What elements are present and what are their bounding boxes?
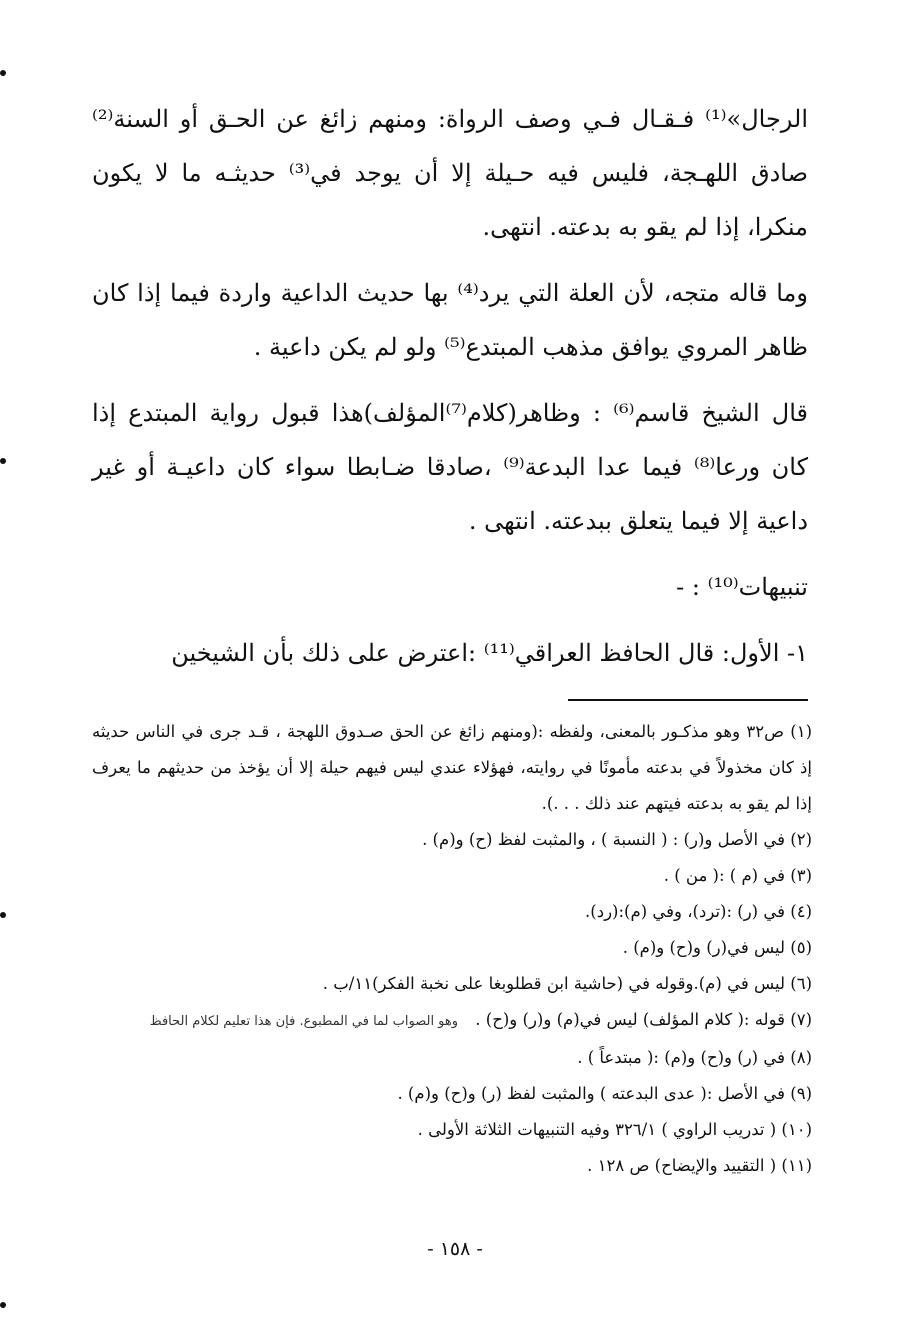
margin-mark [0, 458, 6, 464]
footnote-4: (٤) في (ر) :(ترد)، وفي (م):(رد). [585, 902, 812, 921]
footnote-9: (٩) في الأصل :( عدى البدعته ) والمثبت لفظ (ر) و(ح) و(م) . [397, 1084, 812, 1103]
paragraph-2: وما قاله متجه، لأن العلة التي يرد⁽⁴⁾ بها حديث الداعية واردة فيما إذا كان ظاهر المروي يوافق مذهب المبتدع⁽⁵⁾ ولو لم يكن داعية . [92, 279, 808, 361]
margin-mark [0, 1302, 6, 1308]
footnote-8: (٨) في (ر) و(ح) و(م) :( مبتدعاً ) . [577, 1048, 812, 1067]
footnote-3: (٣) في (م ) :( من ) . [663, 866, 812, 885]
first-item: ١- الأول: قال الحافظ العراقي⁽¹¹⁾ :اعترض على ذلك بأن الشيخين [171, 639, 808, 667]
section-heading: تنبيهات⁽¹⁰⁾ : - [676, 573, 808, 601]
footnote-2: (٢) في الأصل و(ر) : ( النسبة ) ، والمثبت لفظ (ح) و(م) . [422, 830, 812, 849]
page-number: - ١٥٨ - [427, 1238, 483, 1260]
footnote-10: (١٠) ( تدريب الراوي ) ٣٢٦/١ وفيه التنبيهات الثلاثة الأولى . [417, 1120, 812, 1139]
paragraph-1: الرجال»⁽¹⁾ فـقـال فـي وصف الرواة: ومنهم زائغ عن الحـق أو السنة⁽²⁾ صادق اللهـجة، فليس فيه حـيلة إلا أن يوجد في⁽³⁾ حديثـه ما لا يكون منكرا، إذا لم يقو به بدعته. انتهى. [92, 105, 808, 241]
paragraph-3: قال الشيخ قاسم⁽⁶⁾ : وظاهر(كلام⁽⁷⁾المؤلف)هذا قبول رواية المبتدع إذا كان ورعا⁽⁸⁾ فيما عدا البدعة⁽⁹⁾ ،صادقا ضـابطا سواء كان داعيـة أو غير داعية إلا فيما يتعلق ببدعته. انتهى . [92, 399, 809, 535]
main-text [92, 92, 808, 692]
footnote-7 [92, 1002, 812, 1040]
footnote-1: (١) ص٣٢ وهو مذكـور بالمعنى، ولفظه :(ومنهم زائغ عن الحق صـدوق اللهجة ، قـد جرى في الناس حديثه إذ كان مخذولاً في بدعته مأمونًا في روايته، فهؤلاء عندي ليس فيهم حيلة إلا أن يؤخذ من حديثهم ما يعرف إذا لم يقو به بدعته فيتهم عند ذلك . . .). [92, 722, 812, 813]
footnote-6: (٦) ليس في (م).وقوله في (حاشية ابن قطلوبغا على نخبة الفكر)١١/ب . [322, 974, 812, 993]
footnotes [92, 714, 812, 1184]
margin-mark [0, 912, 6, 918]
footnote-7-text: (٧) قوله :( كلام المؤلف) ليس في(م) و(ر) و(ح) . [475, 1010, 812, 1029]
handwritten-margin-note: وهو الصواب لما في المطبوع. فإن هذا تعليم لكلام الحافظ [149, 1014, 459, 1029]
footnote-divider [568, 699, 808, 701]
footnote-11: (١١) ( التقييد والإيضاح) ص ١٢٨ . [587, 1156, 812, 1175]
footnote-5: (٥) ليس في(ر) و(ح) و(م) . [622, 938, 812, 957]
margin-mark [0, 70, 6, 76]
